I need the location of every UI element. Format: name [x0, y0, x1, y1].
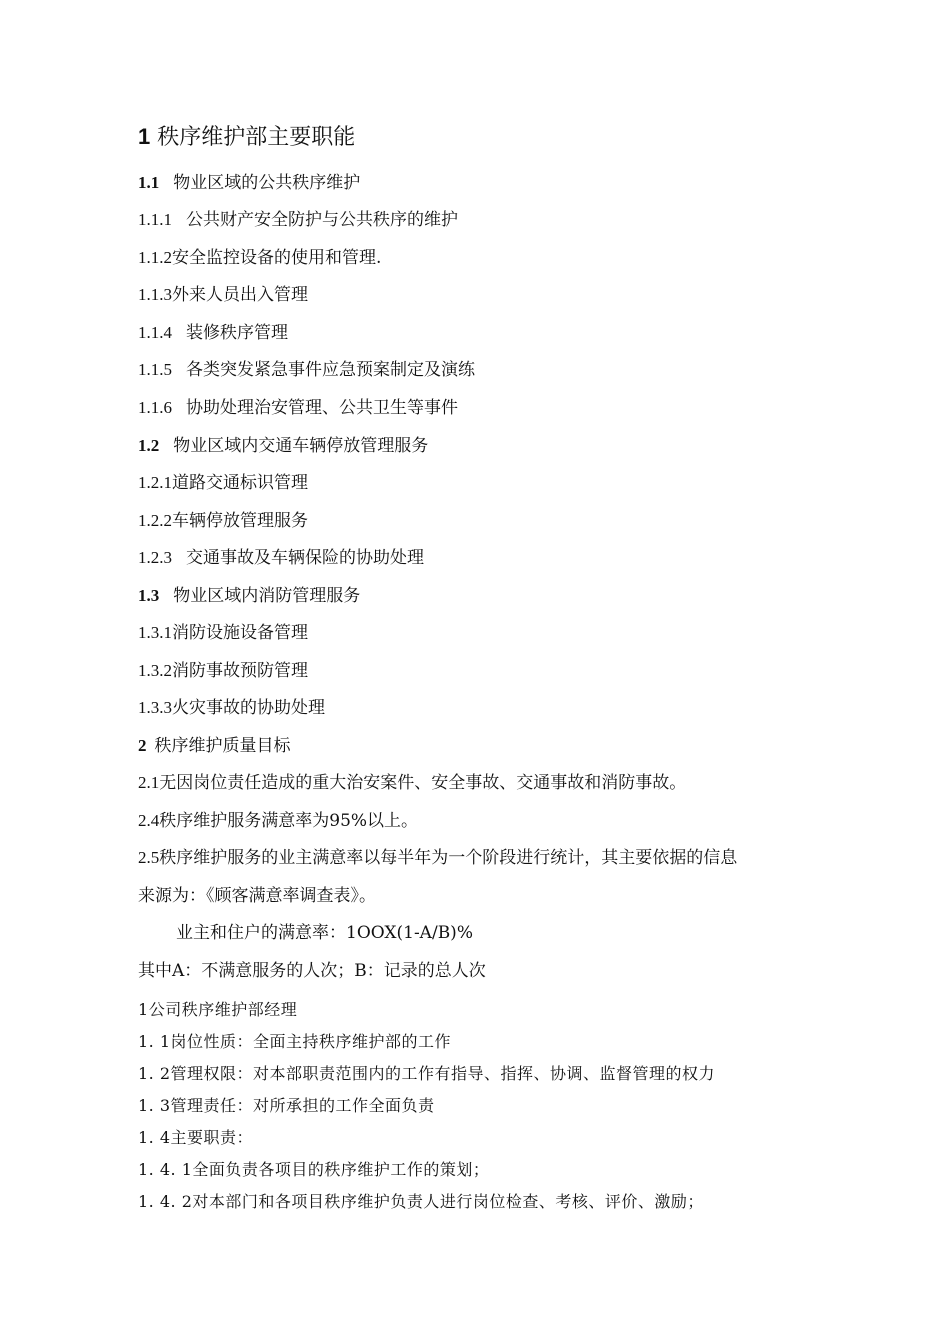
line-number: 1.3 [138, 586, 160, 605]
line-number: 1 [138, 1000, 149, 1019]
line-number: 1.3.3 [138, 698, 172, 717]
text-line [138, 1159, 489, 1181]
heading-text: 秩序维护部主要职能 [157, 125, 356, 150]
line-text: 秩序维护质量目标 [154, 736, 291, 756]
text-line [138, 772, 686, 794]
role-heading [138, 999, 297, 1021]
line-text: 消防设施设备管理 [172, 623, 308, 643]
line-number: 1.1 [138, 173, 160, 192]
line-number: 1.2.3 [138, 548, 172, 567]
satisfaction-formula: 业主和住户的满意率：1OOX(1-A/B)% [176, 923, 473, 943]
text-line [138, 847, 737, 869]
line-text: 外来人员出入管理 [172, 285, 308, 305]
text-line [138, 1031, 451, 1053]
section-heading [138, 123, 355, 152]
line-number: 2.1 [138, 773, 160, 792]
text-line [138, 510, 308, 532]
text-line [138, 472, 308, 494]
line-number: 1.2.2 [138, 511, 172, 530]
line-number: 1. 1 [138, 1032, 171, 1051]
line-number: 1.2.1 [138, 473, 172, 492]
line-number: 1.1.1 [138, 210, 172, 229]
line-number: 2 [138, 736, 147, 755]
line-number: 2.4 [138, 811, 160, 830]
line-text: 物业区域内消防管理服务 [173, 586, 361, 606]
line-text: 消防事故预防管理 [172, 661, 308, 681]
subsection-heading [138, 585, 360, 607]
line-number: 1.3.2 [138, 661, 172, 680]
line-number: 1. 3 [138, 1096, 171, 1115]
line-text: 秩序维护服务满意率为95%以上。 [159, 811, 419, 831]
text-line [138, 1063, 715, 1085]
line-text: 管理权限：对本部职责范围内的工作有指导、指挥、协调、监督管理的权力 [170, 1064, 716, 1083]
line-text: 全面负责各项目的秩序维护工作的策划； [192, 1160, 490, 1179]
line-number: 1.1.4 [138, 323, 172, 342]
subsection-heading [138, 435, 428, 457]
text-line [138, 247, 381, 269]
line-text: 交通事故及车辆保险的协助处理 [186, 548, 424, 568]
text-line-continuation [138, 885, 376, 907]
line-text: 各类突发紧急事件应急预案制定及演练 [186, 360, 475, 380]
line-text: 物业区域的公共秩序维护 [173, 173, 361, 193]
text-line [138, 622, 308, 644]
formula-legend: 其中A：不满意服务的人次；B：记录的总人次 [138, 961, 486, 981]
line-number: 1.1.6 [138, 398, 172, 417]
line-text: 火灾事故的协助处理 [172, 698, 325, 718]
text-line [138, 1127, 253, 1149]
line-text: 安全监控设备的使用和管理. [172, 248, 382, 268]
section-heading-2 [138, 735, 291, 757]
text-line [138, 284, 308, 306]
line-text: 道路交通标识管理 [172, 473, 308, 493]
line-number: 1.1.2 [138, 248, 172, 267]
line-text: 公司秩序维护部经理 [148, 1000, 298, 1019]
heading-number: 1 [138, 124, 151, 149]
text-line [138, 1095, 435, 1117]
text-line [138, 209, 458, 231]
line-text: 公共财产安全防护与公共秩序的维护 [186, 210, 458, 230]
line-text: 协助处理治安管理、公共卫生等事件 [186, 398, 458, 418]
line-number: 1.1.5 [138, 360, 172, 379]
line-text: 装修秩序管理 [186, 323, 288, 343]
line-text: 岗位性质：全面主持秩序维护部的工作 [170, 1032, 452, 1051]
line-number: 1. 4. 1 [138, 1160, 193, 1179]
text-line [138, 810, 418, 832]
text-line [138, 359, 475, 381]
text-line [138, 697, 325, 719]
line-text: 无因岗位责任造成的重大治安案件、安全事故、交通事故和消防事故。 [159, 773, 687, 793]
line-number: 1.1.3 [138, 285, 172, 304]
subsection-heading [138, 172, 360, 194]
line-text: 秩序维护服务的业主满意率以每半年为一个阶段进行统计，其主要依据的信息 [159, 848, 738, 868]
text-line [138, 1191, 704, 1213]
line-text: 对本部门和各项目秩序维护负责人进行岗位检查、考核、评价、激励； [192, 1192, 704, 1211]
text-line [138, 960, 486, 982]
line-text: 物业区域内交通车辆停放管理服务 [173, 436, 429, 456]
text-line [138, 397, 458, 419]
text-line [138, 660, 308, 682]
text-line [138, 547, 424, 569]
line-number: 1.2 [138, 436, 160, 455]
line-text: 车辆停放管理服务 [172, 511, 308, 531]
line-text: 来源为：《顾客满意率调查表》。 [138, 886, 376, 906]
line-number: 1. 4. 2 [138, 1192, 193, 1211]
line-number: 1. 2 [138, 1064, 171, 1083]
formula-line [176, 922, 473, 944]
text-line [138, 322, 288, 344]
line-text: 主要职责： [170, 1128, 254, 1147]
line-number: 1. 4 [138, 1128, 171, 1147]
line-number: 2.5 [138, 848, 160, 867]
line-number: 1.3.1 [138, 623, 172, 642]
line-text: 管理责任：对所承担的工作全面负责 [170, 1096, 435, 1115]
